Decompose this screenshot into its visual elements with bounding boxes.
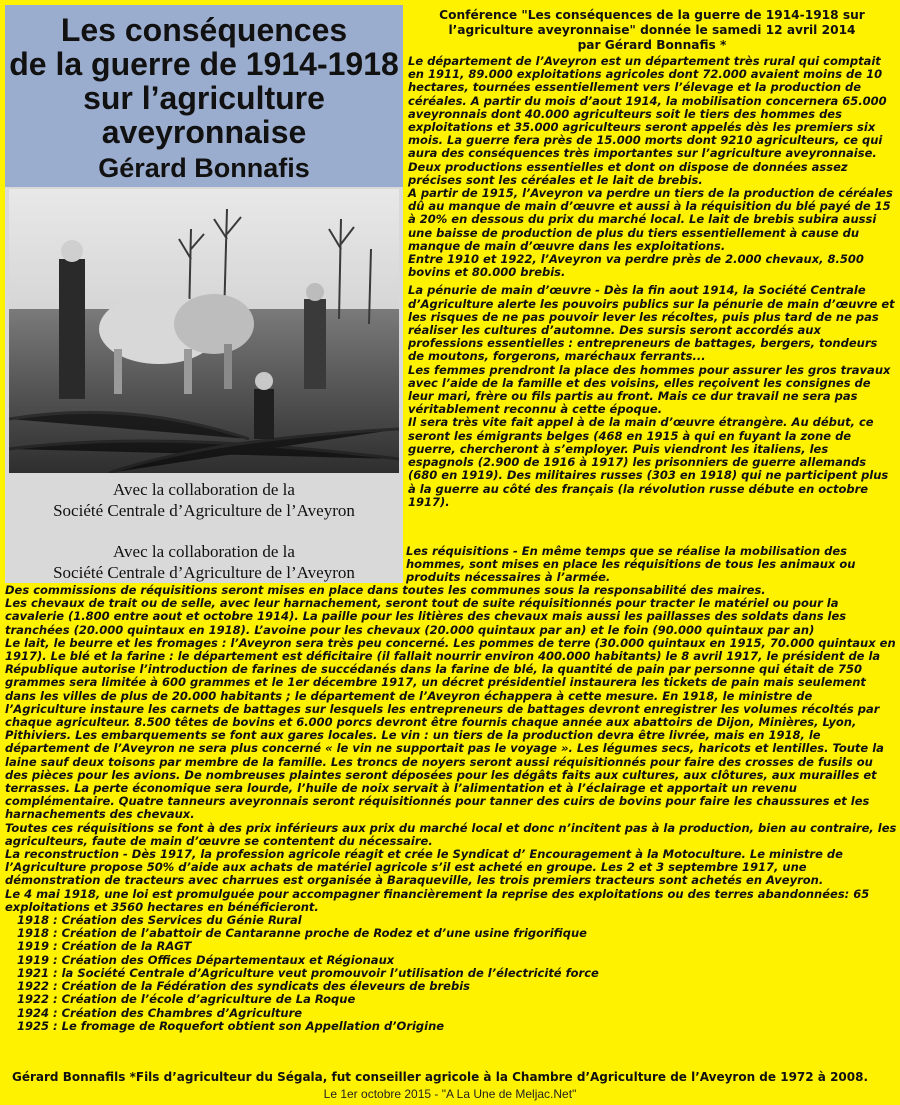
paragraph: Entre 1910 et 1922, l’Aveyron va perdre près de 2.000 chevaux, 8.500 bovins et 80.000 brebis.	[408, 252, 864, 280]
cover-collab-line: Avec la collaboration de la	[113, 542, 295, 561]
cover-title-line: Les conséquences	[60, 12, 348, 48]
book-cover	[5, 5, 403, 583]
conference-header	[408, 8, 896, 53]
paragraph: Le lait, le beurre et les fromages : l’Aveyron sera très peu concerné. Les pommes de terre (30.000 quintaux en 1915, 70.000 quintaux en 1917). Le blé et la farine : le département est déficitaire (il fallait nourrir environ 400.000 habitants) le 8 avril 1917, le président de la République autorise l’introduction de farines de succédanés dans la farine de blé, la quantité de pain par personne qui était de 750 grammes sera limitée à 600 grammes et le 1er décembre 1917, un décret présidentiel instaurera les tickets de pain mais seulement dans les villes de plus de 20.000 habitants ; le département de l’Aveyron échappera à cette mesure. En 1918, le ministre de l’Agriculture instaure les carnets de battages sur lesquels les entrepreneurs de battages devront enregistrer les volumes récoltés par chaque agriculteur. 8.500 têtes de bovins et 6.000 porcs devront être fournis chaque année aux abattoirs de Dijon, Minières, Lyon, Pithiviers. Les embarquements se font aux gares locales. Le vin : un tiers de la production devra être livrée, mais en 1918, le département de l’Aveyron ne sera plus concerné « le vin ne supportait pas le voyage ». Les légumes secs, haricots et lentilles. Toute la laine sauf deux toisons par membre de la famille. Les troncs de noyers seront aussi réquisitionnés pour faire des crosses de fusils ou des pièces pour les avions. De nombreuses plaintes seront déposées pour les dégâts faits aux cultures, aux clôtures, aux murailles et terrasses. La perte économique sera lourde, l’huile de noix servait à l’alimentation et à l’éclairage et apportait un revenu complémentaire. Quatre tanneurs aveyronnais seront réquisitionnés pour tanner des cuirs de bovins pour faire les chaussures et les harnachements des chevaux.	[5, 635, 896, 822]
main-text	[5, 584, 897, 1033]
cover-photo	[9, 189, 399, 473]
paragraph: Les femmes prendront la place des hommes pour assurer les gros travaux avec l’aide de la famille et des voisins, elles reçoivent les consignes de leur mari, frère ou fils partis au front. Mais ce dur travail ne sera pas véritablement reconnu à cette époque.	[408, 362, 891, 417]
cover-title-line: de la guerre de 1914-1918	[9, 46, 399, 82]
list-item: 1918 : Création des Services du Génie Rural	[17, 913, 302, 928]
list-item: 1925 : Le fromage de Roquefort obtient son Appellation d’Origine	[17, 1018, 445, 1033]
paragraph: La pénurie de main d’œuvre - Dès la fin aout 1914, la Société Centrale d’Agriculture alerte les pouvoirs publics sur la pénurie de main d’œuvre et les risques de ne pas pouvoir lever les récoltes, puis plus tard de ne pas réaliser les cultures d’automne. Des sursis seront accordés aux professions essentielles : entrepreneurs de battages, bergers, tondeurs de moutons, forgerons, maréchaux ferrants...	[408, 283, 895, 364]
paragraph: Toutes ces réquisitions se font à des prix inférieurs aux prix du marché local et donc n’incitent pas à la production, bien au contraire, les agriculteurs, faute de main d’œuvre se contentent du nécessaire.	[5, 820, 897, 848]
creations-list	[17, 914, 897, 1033]
paragraph: A partir de 1915, l’Aveyron va perdre un tiers de la production de céréales dû au manque de main d’œuvre et aussi à la réquisition du blé payé de 15 à 20% en dessous du prix du marché local. Le lait de brebis subira aussi une baisse de production de plus du tiers essentiellement à cause du manque de main d’œuvre dans les exploitations.	[408, 186, 893, 253]
list-item: 1919 : Création de la RAGT	[17, 939, 192, 954]
paragraph: Il sera très vite fait appel à de la main d’œuvre étrangère. Au début, ce seront les émigrants belges (468 en 1915 à qui en fuyant la zone de guerre, chercheront à s’employer. Puis viendront les italiens, les espagnols (2.900 de 1916 à 1917) les prisonniers de guerre allemands (680 en 1919). Des militaires russes (303 en 1918) qui ne participent plus à la guerre au côté des français (la révolution russe débute en octobre 1917).	[408, 415, 889, 509]
cover-collab-line: Société Centrale d’Agriculture de l’Aveyron	[53, 501, 355, 520]
conference-header-line: par Gérard Bonnafis *	[577, 38, 727, 52]
list-item: 1924 : Création des Chambres d’Agriculture	[17, 1005, 303, 1020]
list-item: 1922 : Création de la Fédération des syndicats des éleveurs de brebis	[17, 979, 470, 994]
cover-collab-line: Société Centrale d’Agriculture de l’Aveyron	[53, 563, 355, 582]
list-item: 1919 : Création des Offices Départementaux et Régionaux	[17, 952, 395, 967]
cover-title	[5, 13, 403, 149]
intro-text	[408, 55, 896, 509]
requisitions-intro: Les réquisitions - En même temps que se réalise la mobilisation des hommes, sont mises en place les réquisitions de tous les animaux ou produits nécessaires à l’armée.	[406, 544, 856, 585]
paragraph: La reconstruction - Dès 1917, la profession agricole réagit et crée le Syndicat d’ Encouragement à la Motoculture. Le ministre de l’Agriculture propose 50% d’aide aux achats de matériel agricole s’il est acheté en groupe. Les 2 et 3 septembre 1917, une démonstration de tracteurs avec charrues est organisée à Baraqueville, les trois premiers tracteurs sont achetés en Aveyron.	[5, 847, 843, 888]
paragraph: Des commissions de réquisitions seront mises en place dans toutes les communes sous la responsabilité des maires.	[5, 583, 766, 597]
author-note: Gérard Bonnafils *Fils d’agriculteur du Ségala, fut conseiller agricole à la Chambre d’Agriculture de l’Aveyron de 1972 à 2008.	[12, 1070, 869, 1084]
list-item: 1921 : la Société Centrale d’Agriculture veut promouvoir l’utilisation de l’électricité force	[17, 965, 599, 980]
cover-collab-line: Avec la collaboration de la	[113, 480, 295, 499]
conference-header-line: l’agriculture aveyronnaise" donnée le samedi 12 avril 2014	[448, 23, 856, 37]
paragraph: Le département de l’Aveyron est un département très rural qui comptait en 1911, 89.000 exploitations agricoles dont 72.000 avaient moins de 10 hectares, tournées essentiellement vers l’élevage et la production de céréales. A partir du mois d’aout 1914, la mobilisation concernera 65.000 aveyronnais dont 40.000 agriculteurs soit le tiers des hommes des exploitations et 35.000 agriculteurs seront appelés dès les premiers six mois. La guerre fera près de 15.000 morts dont 9210 agriculteurs, ce qui aura des conséquences très importantes sur l’agriculture aveyronnaise. Deux productions essentielles et dont on dispose de données assez précises sont les céréales et le lait de brebis.	[408, 54, 887, 187]
list-item: 1918 : Création de l’abattoir de Cantaranne proche de Rodez et d’une usine frigorifique	[17, 926, 587, 941]
cover-title-panel	[5, 5, 403, 187]
right-column	[408, 8, 896, 509]
cover-collaboration	[5, 479, 403, 521]
cover-title-line: sur l’agriculture	[83, 80, 325, 116]
conference-header-line: Conférence "Les conséquences de la guerre de 1914-1918 sur	[439, 8, 865, 22]
date-line: Le 1er octobre 2015 - "A La Une de Meljac.Net"	[323, 1087, 577, 1101]
list-item: 1922 : Création de l’école d’agriculture de La Roque	[17, 992, 356, 1007]
cover-author: Gérard Bonnafis	[98, 153, 310, 183]
paragraph: Les chevaux de trait ou de selle, avec leur harnachement, seront tout de suite réquisitionnés pour tracter le matériel ou pour la cavalerie (1.800 entre aout et octobre 1914). La paille pour les litières des chevaux mais aussi les paillasses des soldats dans les tranchées (20.000 quintaux en 1918). L’avoine pour les chevaux (20.000 quintaux par an) et le foin (90.000 quintaux par an)	[5, 596, 847, 637]
cover-collaboration	[5, 541, 403, 583]
cover-title-line: aveyronnaise	[101, 114, 307, 150]
paragraph: Le 4 mai 1918, une loi est promulguée pour accompagner financièrement la reprise des exploitations ou des terres abandonnées: 65 exploitations et 3560 hectares en bénéficieront.	[5, 886, 870, 914]
